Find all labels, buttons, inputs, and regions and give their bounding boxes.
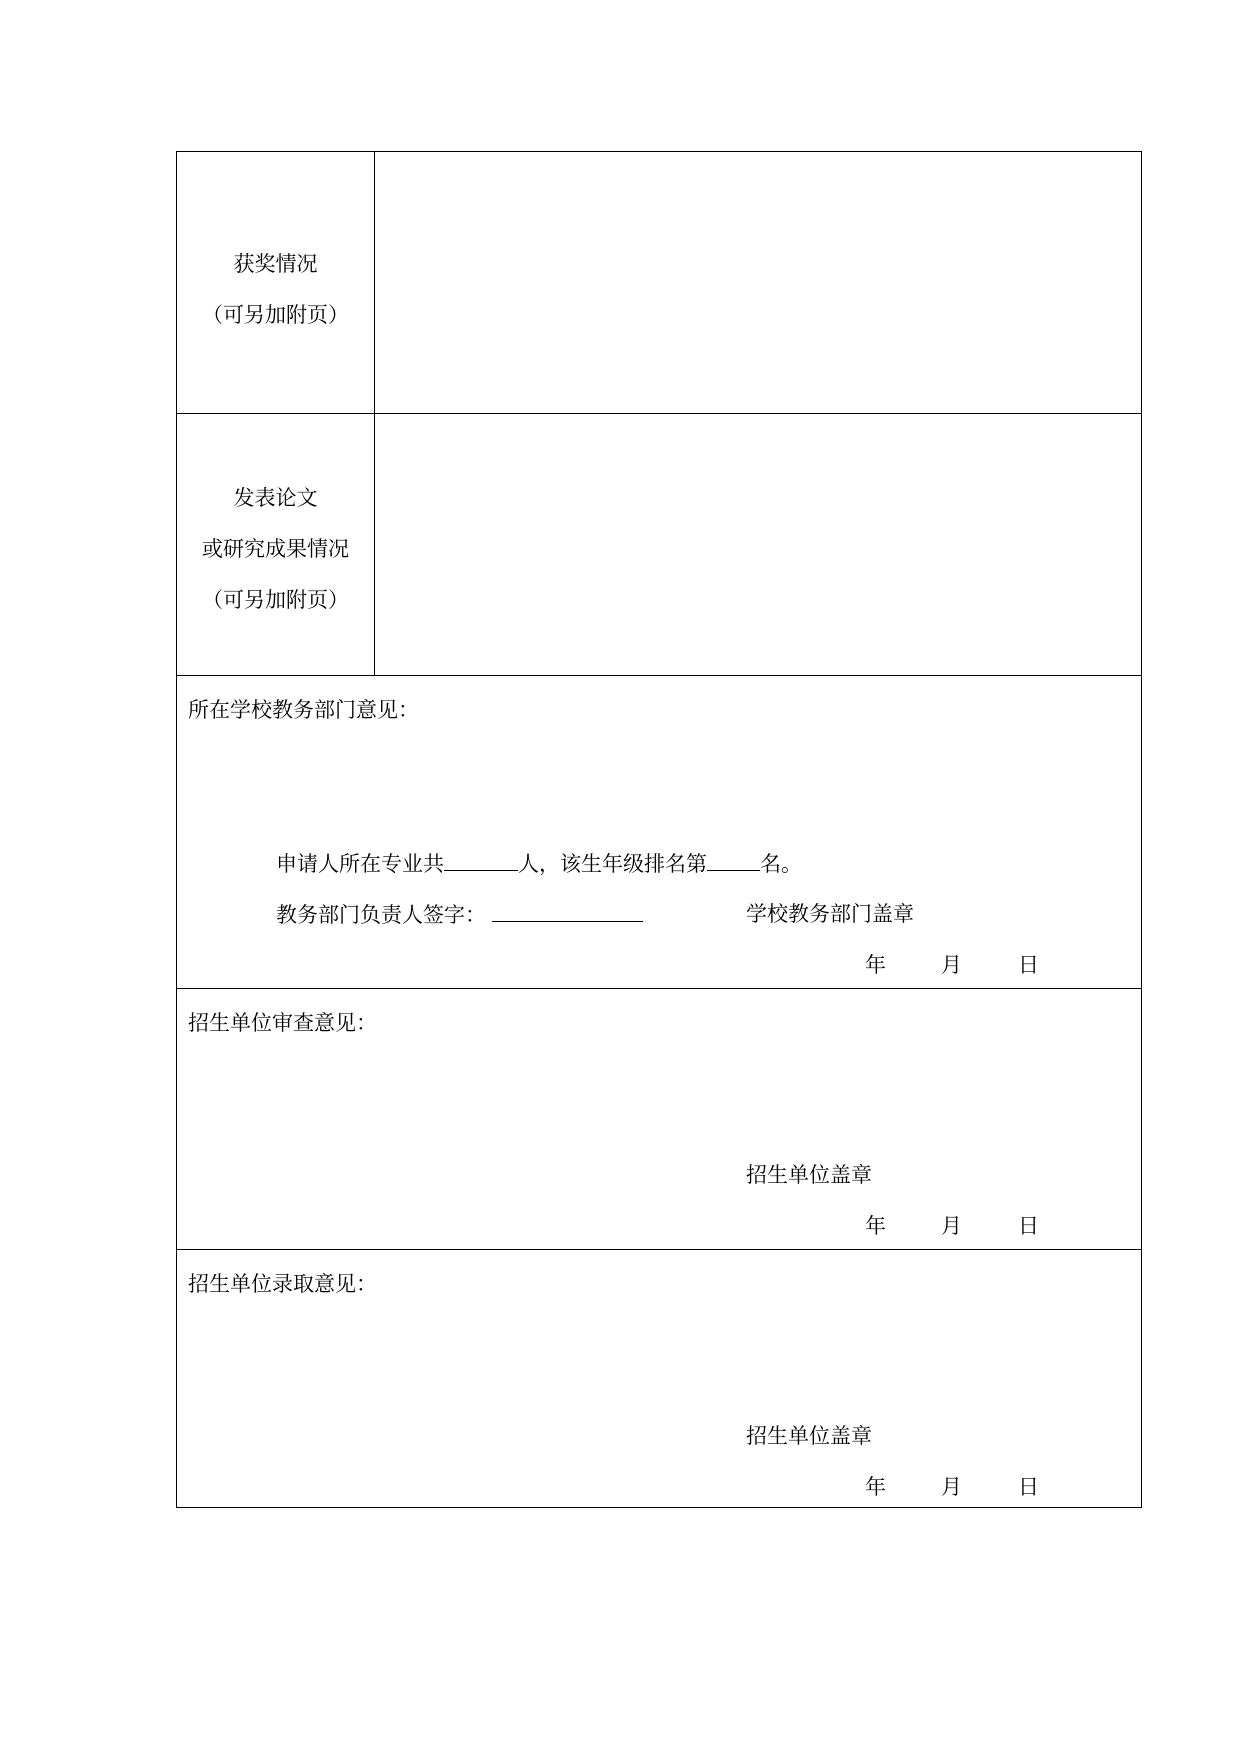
awards-row [177,152,1141,413]
papers-content-field[interactable] [375,414,1141,675]
admission-date-month: 月 [941,1475,962,1499]
school-date-month: 月 [941,953,962,977]
admission-opinion-title: 招生单位录取意见： [188,1272,377,1296]
awards-note: （可另加附页） [202,303,349,327]
signature-line [276,901,643,928]
admission-date-year: 年 [865,1475,886,1499]
papers-label-cell [177,414,375,675]
application-form-table [176,151,1142,1508]
school-date-day: 日 [1018,953,1039,977]
awards-title: 获奖情况 [233,252,318,276]
papers-note: （可另加附页） [202,588,349,612]
review-opinion-title: 招生单位审查意见： [188,1011,377,1035]
review-date-year: 年 [865,1214,886,1238]
school-seal-label: 学校教务部门盖章 [746,902,914,926]
awards-label-cell [177,152,375,413]
review-date-month: 月 [941,1214,962,1238]
papers-title-line1: 发表论文 [233,486,318,510]
admission-opinion-row [177,1249,1141,1507]
ranking-statement [276,850,802,877]
school-date-year: 年 [865,953,886,977]
ranking-text-3: 名。 [760,852,802,876]
review-date-day: 日 [1018,1214,1039,1238]
school-opinion-title: 所在学校教务部门意见： [188,698,419,722]
review-seal-label: 招生单位盖章 [746,1163,872,1187]
awards-content-field[interactable] [375,152,1141,413]
ranking-text-2: 人，该生年级排名第 [518,852,707,876]
major-total-blank[interactable] [444,850,518,871]
signature-label: 教务部门负责人签字： [276,903,486,927]
signature-blank[interactable] [492,901,643,922]
grade-rank-blank[interactable] [707,850,760,871]
review-opinion-row [177,988,1141,1249]
school-opinion-row [177,675,1141,988]
papers-row [177,413,1141,675]
admission-date-day: 日 [1018,1475,1039,1499]
admission-seal-label: 招生单位盖章 [746,1424,872,1448]
papers-title-line2: 或研究成果情况 [202,537,349,561]
ranking-text-1: 申请人所在专业共 [276,852,444,876]
